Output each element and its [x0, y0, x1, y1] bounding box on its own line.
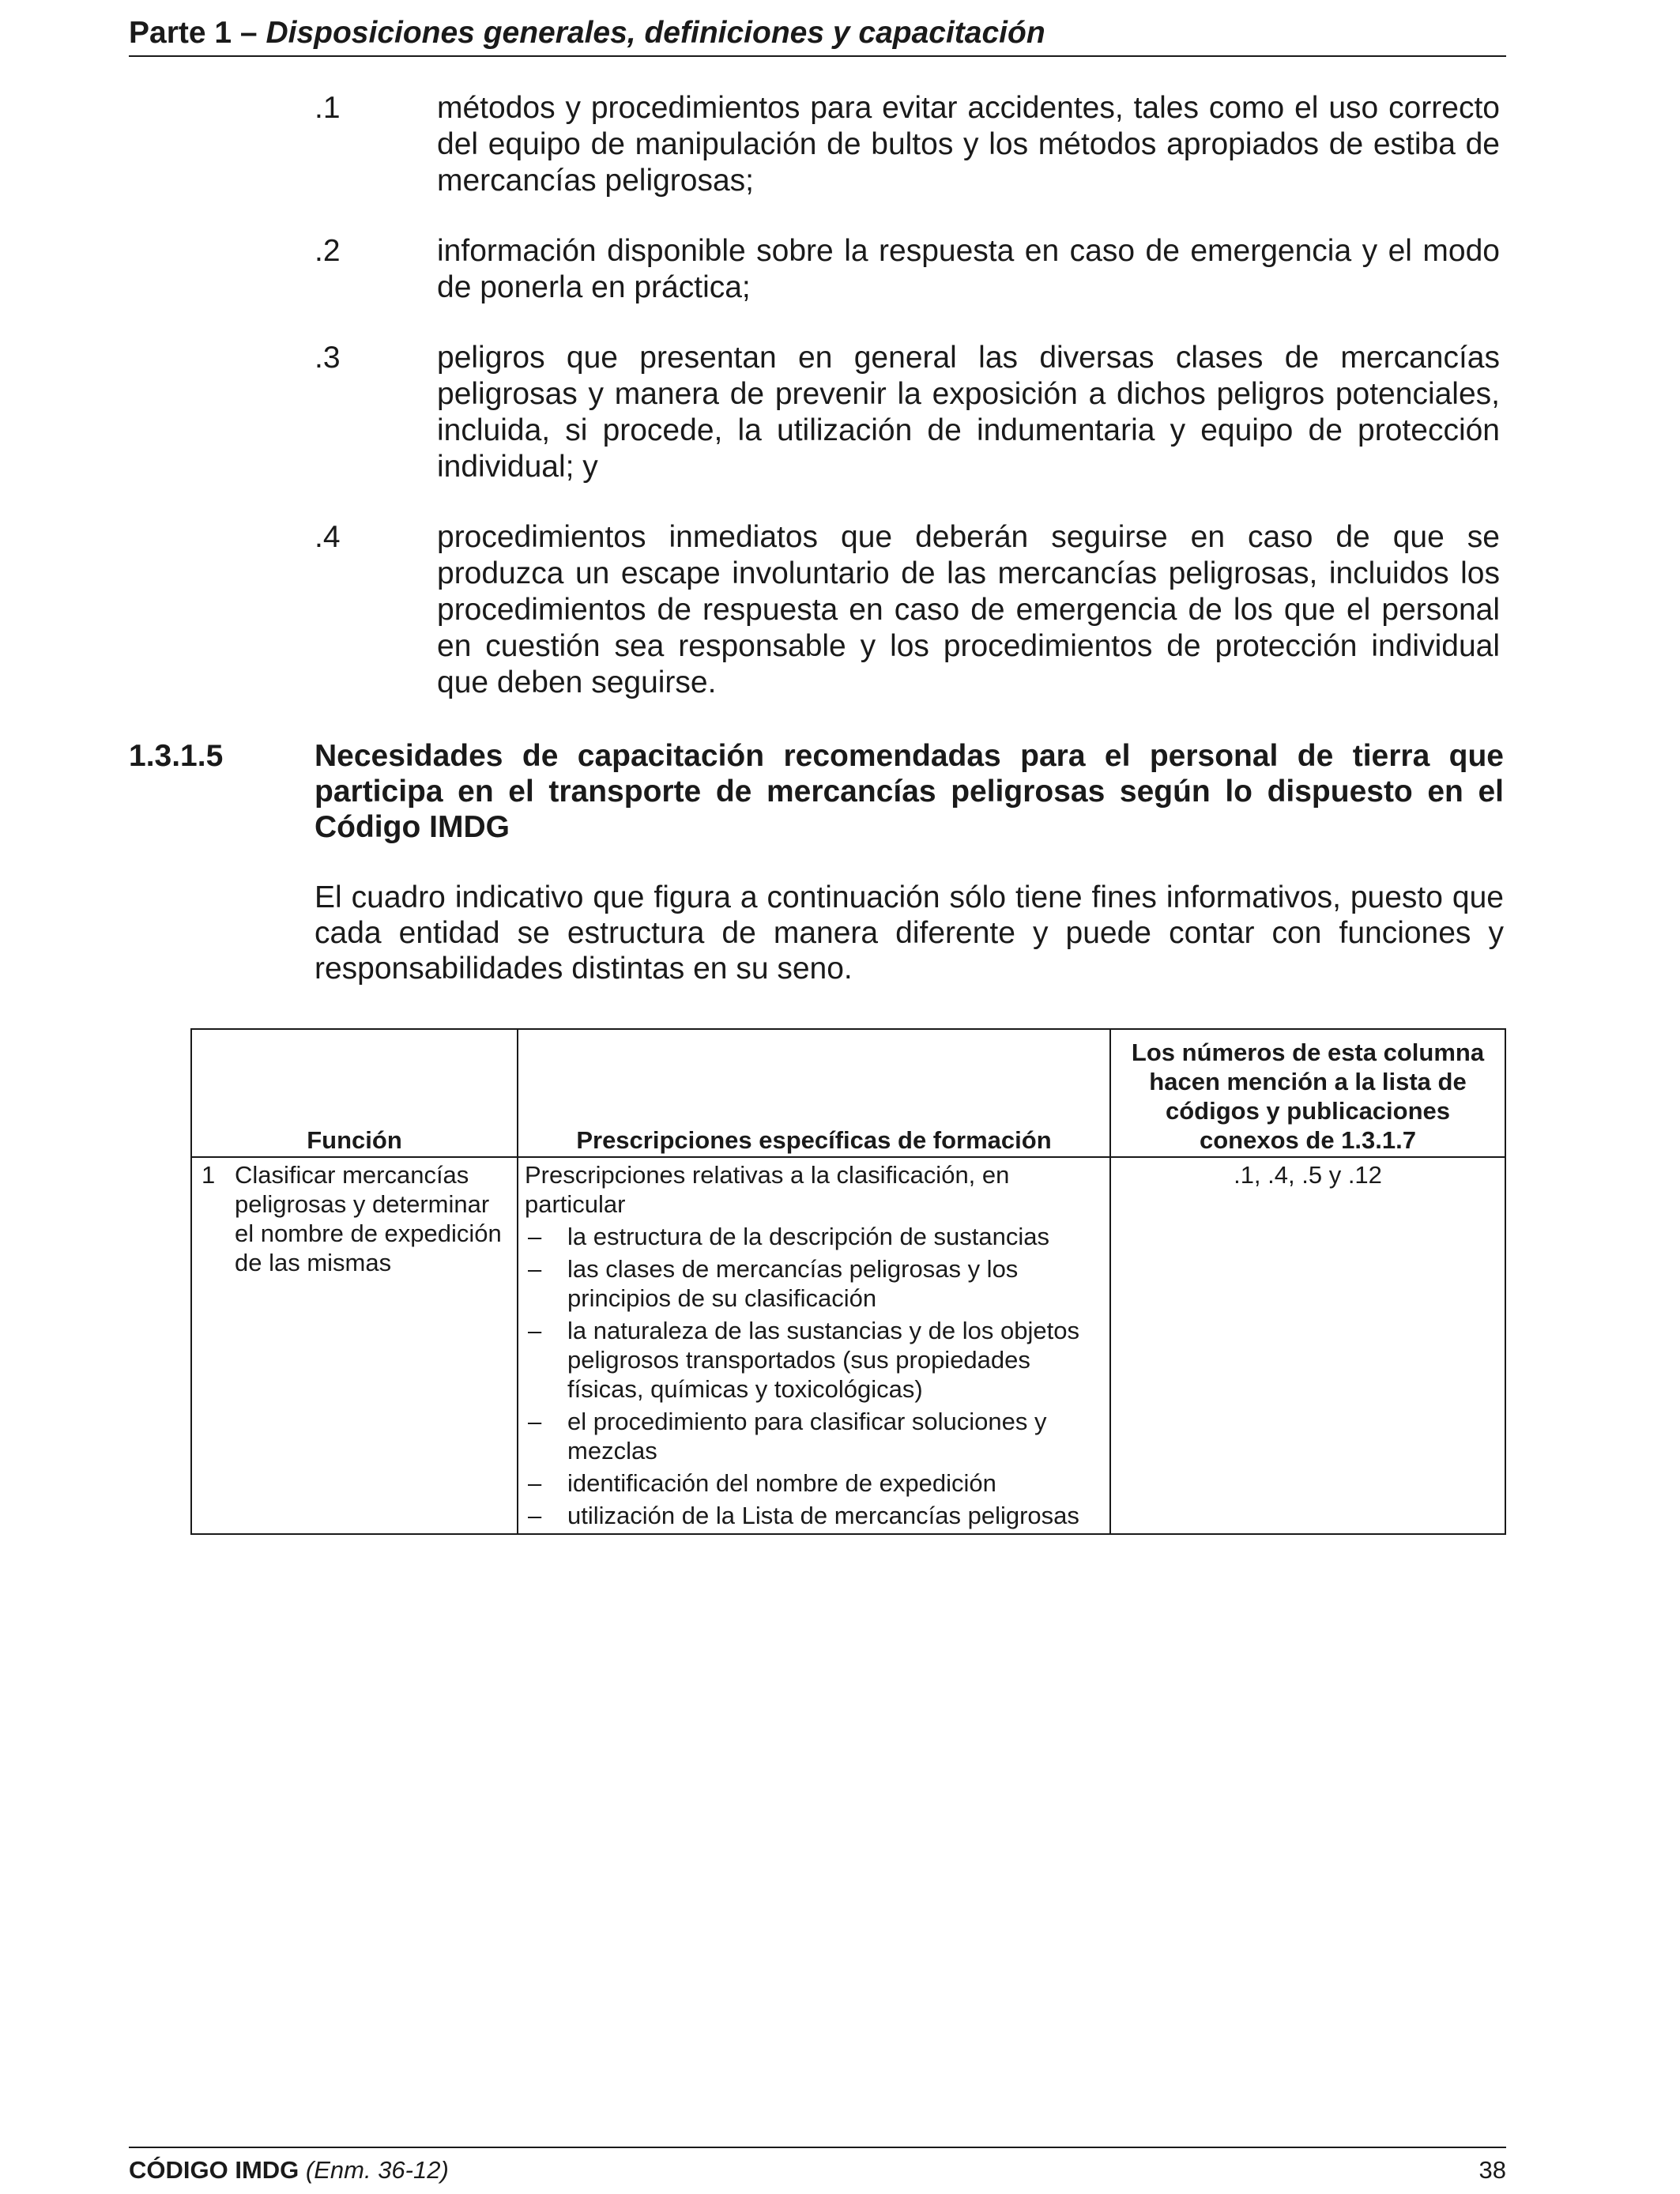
page-footer: [129, 2147, 1506, 2185]
footer-code: CÓDIGO IMDG: [129, 2156, 299, 2184]
requirement-text: identificación del nombre de expedición: [567, 1469, 996, 1497]
table-row: [191, 1157, 1505, 1534]
requirement-text: el procedimiento para clasificar soluciones y mezclas: [567, 1408, 1047, 1465]
list-item-text: peligros que presentan en general las diversas clases de mercancías peligrosas y manera de prevenir la exposición a dichos peligros potenciales, incluida, si procede, la utilización de indumentaria y equipo de protección individual; y: [437, 341, 1500, 484]
requirement-item: [525, 1316, 1103, 1404]
dash-bullet: –: [528, 1317, 542, 1344]
list-item-text: información disponible sobre la respuesta en caso de emergencia y el modo de ponerla en práctica;: [437, 234, 1500, 304]
function-text: Clasificar mercancías peligrosas y determinar el nombre de expedición de las mismas: [235, 1161, 502, 1276]
header-part: Parte 1 –: [129, 16, 258, 50]
list-item: [315, 340, 1500, 485]
header-function: Función: [191, 1029, 518, 1157]
list-item-text: métodos y procedimientos para evitar accidentes, tales como el uso correcto del equipo de manipulación de bultos y los métodos apropiados de estiba de mercancías peligrosas;: [437, 91, 1500, 198]
footer-amendment: (Enm. 36-12): [305, 2156, 449, 2184]
requirement-item: [525, 1407, 1103, 1465]
list-item-number: .4: [315, 520, 341, 554]
page-number: 38: [1478, 2156, 1506, 2184]
section-1-3-1-5: [129, 738, 1504, 986]
list-item-text: procedimientos inmediatos que deberán seguirse en caso de que se produzca un escape involuntario de las mercancías peligrosas, incluidos los procedimientos de respuesta en caso de emergencia de los que el personal en cuestión sea responsable y los procedimientos de protección individual que deben seguirse.: [437, 520, 1500, 699]
page-header: [129, 16, 1506, 57]
section-number: 1.3.1.5: [129, 739, 224, 773]
header-title: Disposiciones generales, definiciones y capacitación: [266, 16, 1045, 50]
requirement-text: las clases de mercancías peligrosas y los principios de su clasificación: [567, 1255, 1019, 1312]
function-cell: [191, 1157, 518, 1534]
dash-bullet: –: [528, 1469, 542, 1497]
table-header-row: [191, 1029, 1505, 1157]
list-item: [315, 519, 1500, 701]
sub-item-list: [315, 90, 1500, 735]
dash-bullet: –: [528, 1408, 542, 1435]
requirement-item: [525, 1468, 1103, 1498]
dash-bullet: –: [528, 1502, 542, 1529]
requirement-text: la estructura de la descripción de sustancias: [567, 1223, 1049, 1250]
training-table: [190, 1028, 1506, 1535]
row-number: 1: [202, 1161, 216, 1189]
header-references: Los números de esta columna hacen mención a la lista de códigos y publicaciones conexos de 1.3.1.7: [1110, 1029, 1505, 1157]
list-item-number: .3: [315, 341, 341, 375]
dash-bullet: –: [528, 1223, 542, 1250]
dash-bullet: –: [528, 1255, 542, 1283]
header-requirements: Prescripciones específicas de formación: [518, 1029, 1110, 1157]
section-title: Necesidades de capacitación recomendadas para el personal de tierra que participa en el transporte de mercancías peligrosas según lo dispuesto en el Código IMDG: [315, 739, 1504, 844]
list-item-number: .1: [315, 91, 341, 125]
list-item: [315, 90, 1500, 199]
list-item: [315, 233, 1500, 306]
references-cell: .1, .4, .5 y .12: [1110, 1157, 1505, 1534]
requirements-intro: Prescripciones relativas a la clasificación, en particular: [525, 1161, 1010, 1218]
requirement-text: utilización de la Lista de mercancías peligrosas: [567, 1502, 1079, 1529]
list-item-number: .2: [315, 234, 341, 268]
requirement-item: [525, 1222, 1103, 1251]
requirement-text: la naturaleza de las sustancias y de los objetos peligrosos transportados (sus propiedades físicas, químicas y toxicológicas): [567, 1317, 1079, 1403]
requirement-item: [525, 1501, 1103, 1530]
section-paragraph: El cuadro indicativo que figura a continuación sólo tiene fines informativos, puesto que cada entidad se estructura de manera diferente y puede contar con funciones y responsabilidades distintas en su seno.: [315, 880, 1504, 986]
requirement-item: [525, 1254, 1103, 1313]
requirements-cell: [518, 1157, 1110, 1534]
